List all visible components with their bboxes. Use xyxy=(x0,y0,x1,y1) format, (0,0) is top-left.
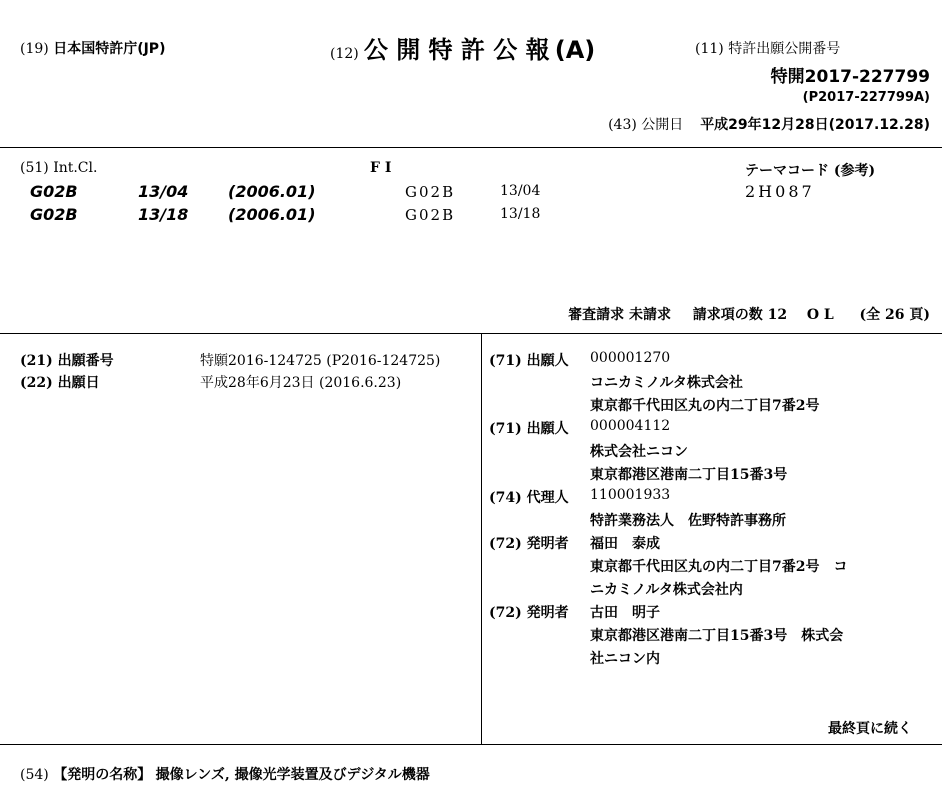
publication-number-alt: (P2017-227799A) xyxy=(802,90,930,105)
office-name: 日本国特許庁(JP) xyxy=(53,41,166,57)
ipc-class-1: G02B xyxy=(30,182,78,201)
body-top-divider xyxy=(0,333,942,334)
exam-line xyxy=(568,304,930,324)
application-number: 特願2016-124725 (P2016-124725) xyxy=(200,353,441,369)
publication-title xyxy=(330,30,595,65)
agent-label: (74) 代理人 xyxy=(489,490,569,506)
kind-code: (12) xyxy=(330,46,359,62)
column-divider xyxy=(481,333,482,744)
ipc-class-2: G02B xyxy=(30,205,78,224)
fi-label: F I xyxy=(370,160,392,176)
gazette-title: 公 開 特 許 公 報 xyxy=(363,36,550,64)
applicant-1-name: コニカミノルタ株式会社 xyxy=(590,375,743,391)
header-divider xyxy=(0,147,942,148)
continued-note: 最終頁に続く xyxy=(828,721,912,737)
theme-code: 2H087 xyxy=(745,182,815,201)
applicant-1-code: 000001270 xyxy=(590,350,671,366)
office-code: (19) xyxy=(20,41,49,57)
invention-label: 【発明の名称】 xyxy=(53,767,152,783)
inventor-1-address-1: 東京都千代田区丸の内二丁目7番2号 コ xyxy=(590,559,848,575)
ipc-group-2: 13/18 xyxy=(138,205,189,224)
page-count: (全 26 頁) xyxy=(859,307,930,323)
ipc-version-1: (2006.01) xyxy=(228,182,316,201)
pubdate-label: 公開日 xyxy=(641,117,684,133)
theme-label: テーマコード (参考) xyxy=(745,163,876,179)
inventor-2-address-1: 東京都港区港南二丁目15番3号 株式会 xyxy=(590,628,844,644)
filing-date-label: (22) 出願日 xyxy=(20,375,100,391)
applicant-2-name: 株式会社ニコン xyxy=(590,444,688,460)
fi-class-1: G02B xyxy=(405,183,456,201)
agent-code: 110001933 xyxy=(590,487,671,503)
claims-count: 請求項の数 12 xyxy=(692,307,788,323)
ol-mark: O L xyxy=(806,307,834,323)
publication-date-line xyxy=(608,114,930,134)
publication-date: 平成29年12月28日(2017.12.28) xyxy=(700,117,930,133)
pubno-label: 特許出願公開番号 xyxy=(728,41,841,57)
fi-class-2: G02B xyxy=(405,206,456,224)
publication-number: 特開2017-227799 xyxy=(770,67,930,87)
applicant-1-label: (71) 出願人 xyxy=(489,353,569,369)
application-number-label: (21) 出願番号 xyxy=(20,353,114,369)
fi-group-2: 13/18 xyxy=(500,206,541,222)
exam-status: 審査請求 未請求 xyxy=(568,307,671,323)
fi-group-1: 13/04 xyxy=(500,183,541,199)
invention-title-line xyxy=(20,764,430,784)
applicant-2-address: 東京都港区港南二丁目15番3号 xyxy=(590,467,788,483)
filing-date: 平成28年6月23日 (2016.6.23) xyxy=(200,375,402,391)
applicant-1-address: 東京都千代田区丸の内二丁目7番2号 xyxy=(590,398,820,414)
office-line xyxy=(20,38,165,58)
inventor-2-address-2: 社ニコン内 xyxy=(590,651,660,667)
agent-name: 特許業務法人 佐野特許事務所 xyxy=(590,513,786,529)
pubdate-code: (43) xyxy=(608,117,637,133)
inventor-1-address-2: ニカミノルタ株式会社内 xyxy=(590,582,743,598)
applicant-2-label: (71) 出願人 xyxy=(489,421,569,437)
body-bottom-divider xyxy=(0,744,942,745)
inventor-2-label: (72) 発明者 xyxy=(489,605,569,621)
intcl-label: (51) Int.Cl. xyxy=(20,160,98,176)
inventor-1-name: 福田 泰成 xyxy=(590,536,660,552)
inventor-2-name: 古田 明子 xyxy=(590,605,660,621)
invention-code: (54) xyxy=(20,767,49,783)
pubno-code: (11) xyxy=(695,41,724,57)
pubno-label-line xyxy=(695,38,840,58)
ipc-version-2: (2006.01) xyxy=(228,205,316,224)
kind-letter: (A) xyxy=(554,36,596,64)
ipc-group-1: 13/04 xyxy=(138,182,189,201)
inventor-1-label: (72) 発明者 xyxy=(489,536,569,552)
applicant-2-code: 000004112 xyxy=(590,418,671,434)
invention-title: 撮像レンズ, 撮像光学装置及びデジタル機器 xyxy=(155,767,430,783)
